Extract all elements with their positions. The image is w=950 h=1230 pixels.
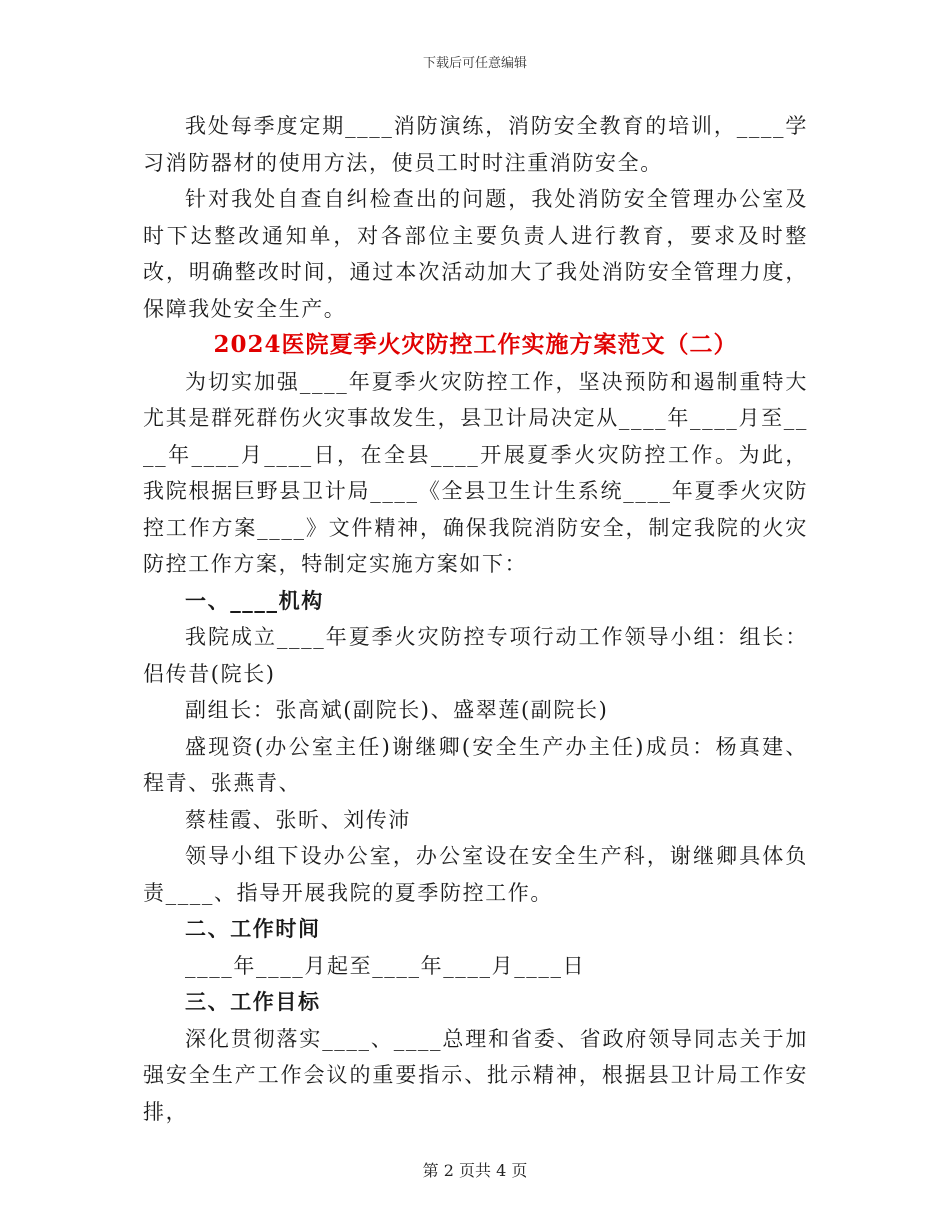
document-body <box>143 108 808 1130</box>
paragraph-leadership-group: 我院成立____年夏季火灾防控专项行动工作领导小组：组长：侣传昔(院长) <box>143 625 808 686</box>
paragraph-members-continued: 蔡桂霞、张昕、刘传沛 <box>185 807 411 832</box>
heading-work-goal: 三、工作目标 <box>185 989 321 1014</box>
page-number: 第 2 页共 4 页 <box>422 1161 528 1180</box>
section-title: 2024医院夏季火灾防控工作实施方案范文（二） <box>213 331 738 358</box>
paragraph-self-inspection: 针对我处自查自纠检查出的问题，我处消防安全管理办公室及时下达整改通知单，对各部位主要负责人进行教育，要求及时整改，明确整改时间，通过本次活动加大了我处消防安全管理力度，保障我处安全生产。 <box>143 187 808 321</box>
heading-organization: 一、____机构 <box>185 587 324 613</box>
paragraph-office: 领导小组下设办公室，办公室设在安全生产科，谢继卿具体负责____、指导开展我院的夏季防控工作。 <box>143 844 808 905</box>
paragraph-fire-drill: 我处每季度定期____消防演练，消防安全教育的培训，____学习消防器材的使用方法，使员工时时注重消防安全。 <box>143 114 808 175</box>
paragraph-members: 盛现资(办公室主任)谢继卿(安全生产办主任)成员：杨真建、程青、张燕青、 <box>143 734 808 795</box>
paragraph-work-goal: 深化贯彻落实____、____总理和省委、省政府领导同志关于加强安全生产工作会议的重要指示、批示精神，根据县卫计局工作安排， <box>143 1026 808 1124</box>
paragraph-deputy-leaders: 副组长：张高斌(副院长)、盛翠莲(副院长) <box>185 698 609 722</box>
paragraph-work-time: ____年____月起至____年____月____日 <box>185 953 586 978</box>
paragraph-intro: 为切实加强____年夏季火灾防控工作，坚决预防和遏制重特大尤其是群死群伤火灾事故发生，县卫计局决定从____年____月至____年____月____日，在全县____开展夏季火灾防控工作。为此，我院根据巨野县卫计局____《全县卫生计生系统____年夏季火灾防控工作方案____》文件精神，确保我院消防安全，制定我院的火灾防控工作方案，特制定实施方案如下： <box>143 369 808 576</box>
page-header: 下载后可任意编辑 <box>422 56 527 71</box>
heading-work-time: 二、工作时间 <box>185 916 321 941</box>
